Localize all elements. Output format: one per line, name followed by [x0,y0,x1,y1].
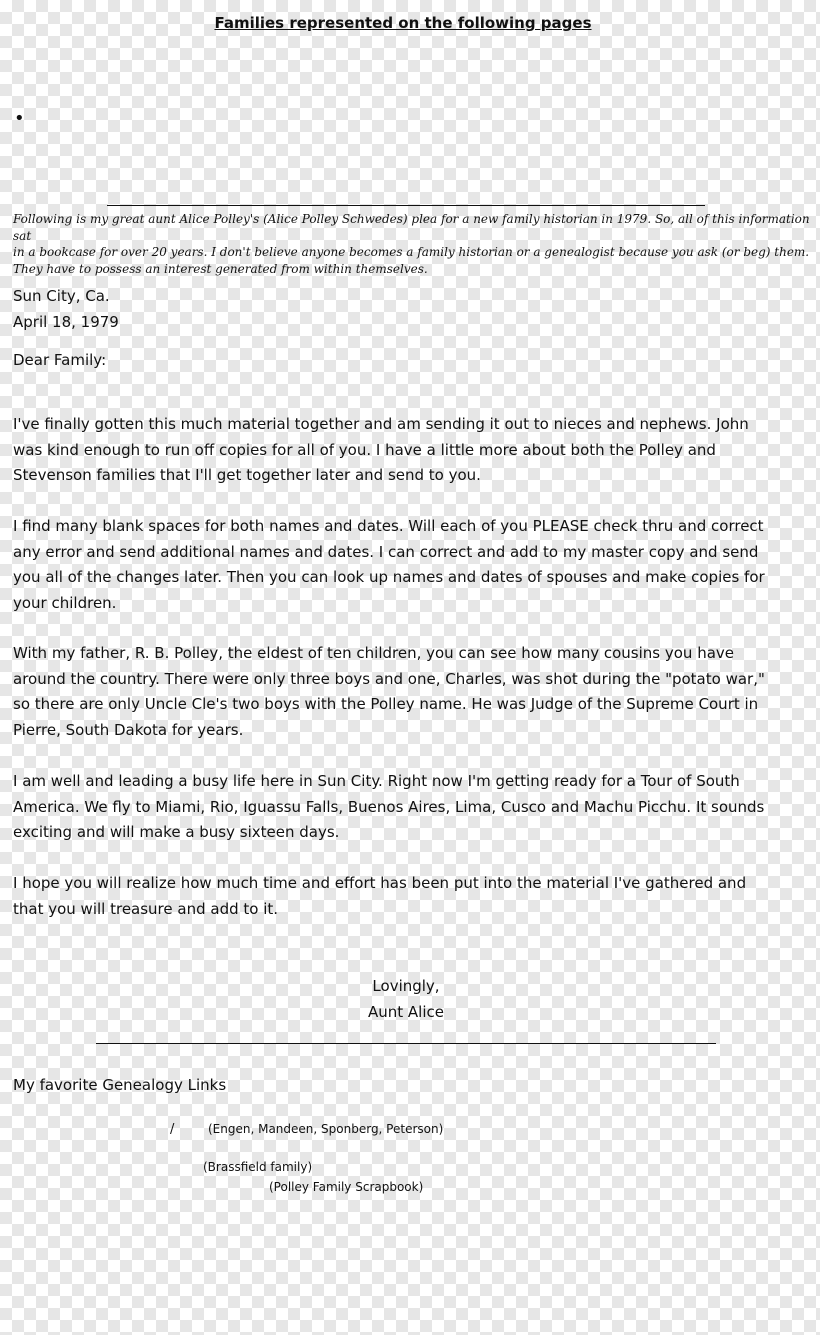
divider-top [107,205,705,206]
paragraph-line: around the country. There were only three boys and one, Charles, was shot during the "potato war," [13,669,765,688]
paragraph-line: was kind enough to run off copies for all of you. I have a little more about both the Polley and [13,440,716,459]
letter-paragraph [13,412,749,489]
intro-note [13,211,813,277]
intro-line: Following is my great aunt Alice Polley's (Alice Polley Schwedes) plea for a new family historian in 1979. So, all of this information sat [13,212,810,243]
letter-address [13,284,119,335]
letter-greeting: Dear Family: [13,351,107,369]
page-title: Families represented on the following pages [214,14,592,32]
genealogy-link[interactable]: (Engen, Mandeen, Sponberg, Peterson) [208,1122,444,1136]
letter-date: April 18, 1979 [13,312,119,331]
intro-line: in a bookcase for over 20 years. I don't believe anyone becomes a family historian or a genealogist because you ask (or beg) them. [13,245,810,259]
paragraph-line: you all of the changes later. Then you can look up names and dates of spouses and make copies for [13,568,765,586]
signature: Aunt Alice [368,1002,444,1021]
paragraph-line: that you will treasure and add to it. [13,899,279,918]
paragraph-line: Pierre, South Dakota for years. [13,720,244,739]
intro-line: They have to possess an interest generated from within themselves. [13,261,428,276]
empty-bullet: • [14,108,25,129]
paragraph-line: With my father, R. B. Polley, the eldest of ten children, you can see how many cousins you have [13,644,735,662]
genealogy-link[interactable]: (Brassfield family) [203,1160,313,1174]
link-separator: / [170,1122,175,1137]
paragraph-line: your children. [13,593,117,612]
genealogy-link[interactable]: (Polley Family Scrapbook) [269,1180,424,1194]
paragraph-line: I hope you will realize how much time and effort has been put into the material I've gathered and [13,874,747,892]
letter-paragraph [13,871,746,922]
paragraph-line: so there are only Uncle Cle's two boys with the Polley name. He was Judge of the Supreme Court in [13,695,759,713]
paragraph-line: I find many blank spaces for both names and dates. Will each of you PLEASE check thru and correct [13,517,764,535]
paragraph-line: America. We fly to Miami, Rio, Iguassu Falls, Buenos Aires, Lima, Cusco and Machu Picchu. It sounds [13,797,765,816]
letter-paragraph [13,769,764,846]
paragraph-line: I am well and leading a busy life here in Sun City. Right now I'm getting ready for a Tour of South [13,772,740,790]
paragraph-line: I've finally gotten this much material together and am sending it out to nieces and nephews. John [13,415,749,433]
letter-paragraph [13,641,765,743]
letter-closing [0,974,812,1025]
divider-bottom [96,1043,716,1044]
letter-paragraph [13,514,765,616]
links-heading: My favorite Genealogy Links [13,1076,227,1094]
address-line: Sun City, Ca. [13,287,110,305]
paragraph-line: any error and send additional names and dates. I can correct and add to my master copy and send [13,542,759,561]
closing-line: Lovingly, [372,977,440,995]
paragraph-line: exciting and will make a busy sixteen days. [13,823,340,841]
paragraph-line: Stevenson families that I'll get together later and send to you. [13,466,481,484]
